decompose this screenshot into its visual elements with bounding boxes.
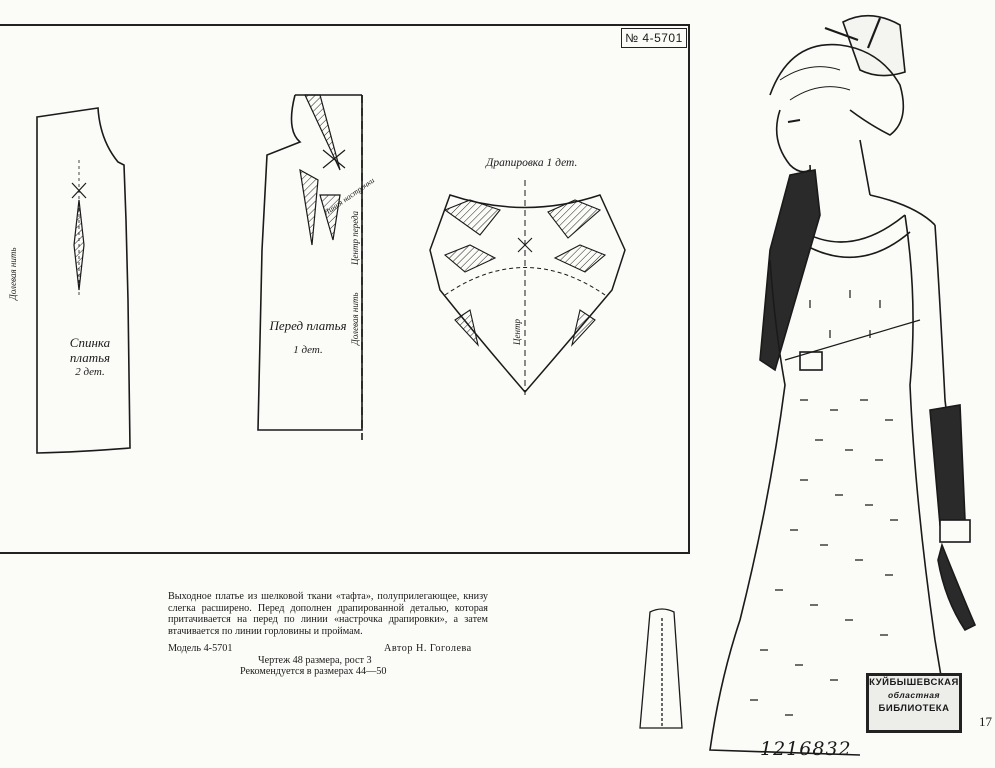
stamp-line3: БИБЛИОТЕКА — [878, 703, 950, 714]
front-piece-label — [262, 318, 354, 358]
front-piece — [258, 95, 362, 440]
grain-line-back: Долевая нить — [8, 247, 18, 300]
center-front-label: Центр переда — [350, 210, 360, 265]
inventory-number: 1216832 — [760, 738, 852, 760]
page-number: 17 — [979, 714, 992, 729]
model-code-box: № 4-5701 — [621, 28, 687, 48]
drape-piece — [430, 180, 625, 395]
back-piece-label — [50, 335, 130, 380]
drawing-size: Чертеж 48 размера, рост 3 — [258, 655, 372, 666]
front-label-count: 1 дет. — [293, 344, 323, 356]
stamp-line1: КУЙБЫШЕВСКАЯ — [869, 677, 959, 688]
fashion-illustration — [710, 16, 975, 755]
back-view-sketch — [640, 609, 682, 728]
model-number: Модель 4-5701 — [168, 643, 233, 654]
center-drape-label: Центр — [512, 319, 522, 345]
grain-line-front: Долевая нить — [350, 292, 360, 345]
back-piece — [37, 108, 130, 453]
back-label-line2: платья — [69, 350, 111, 365]
back-label-line1: Спинка — [69, 335, 111, 350]
stitch-line-label: Линия настрочки — [322, 175, 377, 218]
stamp-line2: областная — [887, 690, 940, 700]
front-label-line1: Перед платья — [269, 318, 347, 333]
back-label-count: 2 дет. — [75, 366, 105, 378]
author-credit: Автор Н. Гоголева — [384, 643, 472, 654]
library-stamp — [866, 673, 962, 733]
drape-label: Драпировка 1 дет. — [486, 157, 578, 169]
model-description: Выходное платье из шелковой ткани «тафта», полуприлегающее, книзу слегка расширено. Перед дополнен драпированной деталью, которая притачивается на перед по линии «настрочка драпировки», а затем втачивается по линии горловины и проймам. — [168, 591, 488, 637]
recommended-sizes: Рекомендуется в размерах 44—50 — [240, 666, 387, 677]
